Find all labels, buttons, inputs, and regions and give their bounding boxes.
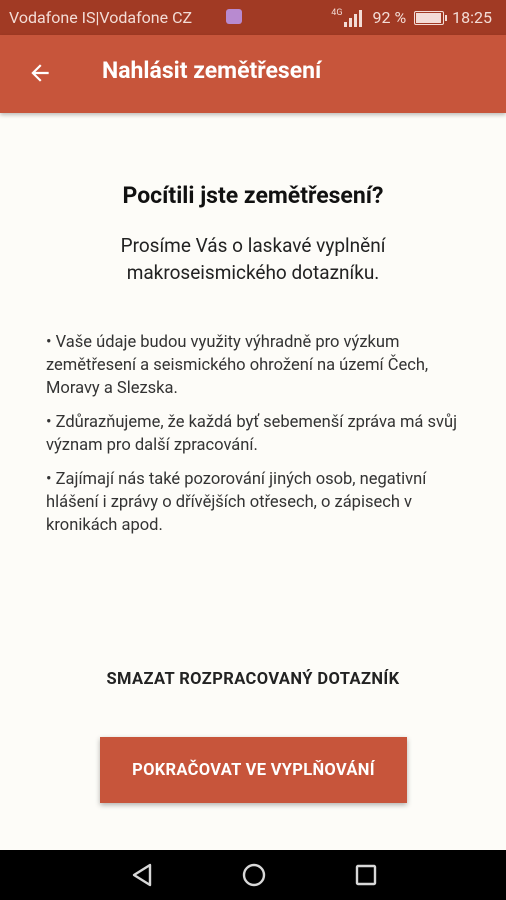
home-circle-icon[interactable] (240, 861, 268, 889)
info-item: • Vaše údaje budou využity výhradně pro výzkum zemětřesení a seismického ohrožení na území Čech, Moravy a Slezska. (46, 333, 429, 398)
back-triangle-icon[interactable] (128, 861, 156, 889)
carrier-label: Vodafone IS|Vodafone CZ (9, 8, 193, 27)
main-content (0, 113, 506, 850)
info-list (46, 331, 476, 548)
status-indicators (331, 8, 492, 27)
clock: 18:25 (452, 8, 492, 27)
info-item: • Zajímají nás také pozorování jiných osob, negativní hlášení i zprávy o dřívějších otřesech, o zápisech v kronikách apod. (46, 470, 427, 535)
network-type-label: 4G (331, 8, 343, 18)
app-bar (0, 35, 506, 113)
battery-icon (414, 11, 444, 25)
signal-strength-icon (344, 9, 362, 27)
intro-text: Prosíme Vás o laskavé vyplnění makroseismického dotazníku. (120, 234, 386, 284)
message-notification-icon (226, 9, 242, 24)
recents-square-icon[interactable] (352, 861, 380, 889)
delete-draft-button[interactable]: SMAZAT ROZPRACOVANÝ DOTAZNÍK (106, 670, 400, 689)
back-button[interactable] (24, 57, 56, 89)
arrow-back-icon (27, 60, 53, 86)
battery-percentage: 92 % (372, 8, 407, 27)
question-heading: Pocítili jste zemětřesení? (122, 182, 384, 209)
navigation-bar (0, 850, 506, 900)
status-bar (0, 0, 506, 35)
page-title: Nahlásit zemětřesení (102, 57, 322, 84)
continue-button[interactable]: POKRAČOVAT VE VYPLŇOVÁNÍ (100, 737, 407, 803)
info-item: • Zdůrazňujeme, že každá byť sebemenší zpráva má svůj význam pro další zpracování. (46, 413, 458, 455)
